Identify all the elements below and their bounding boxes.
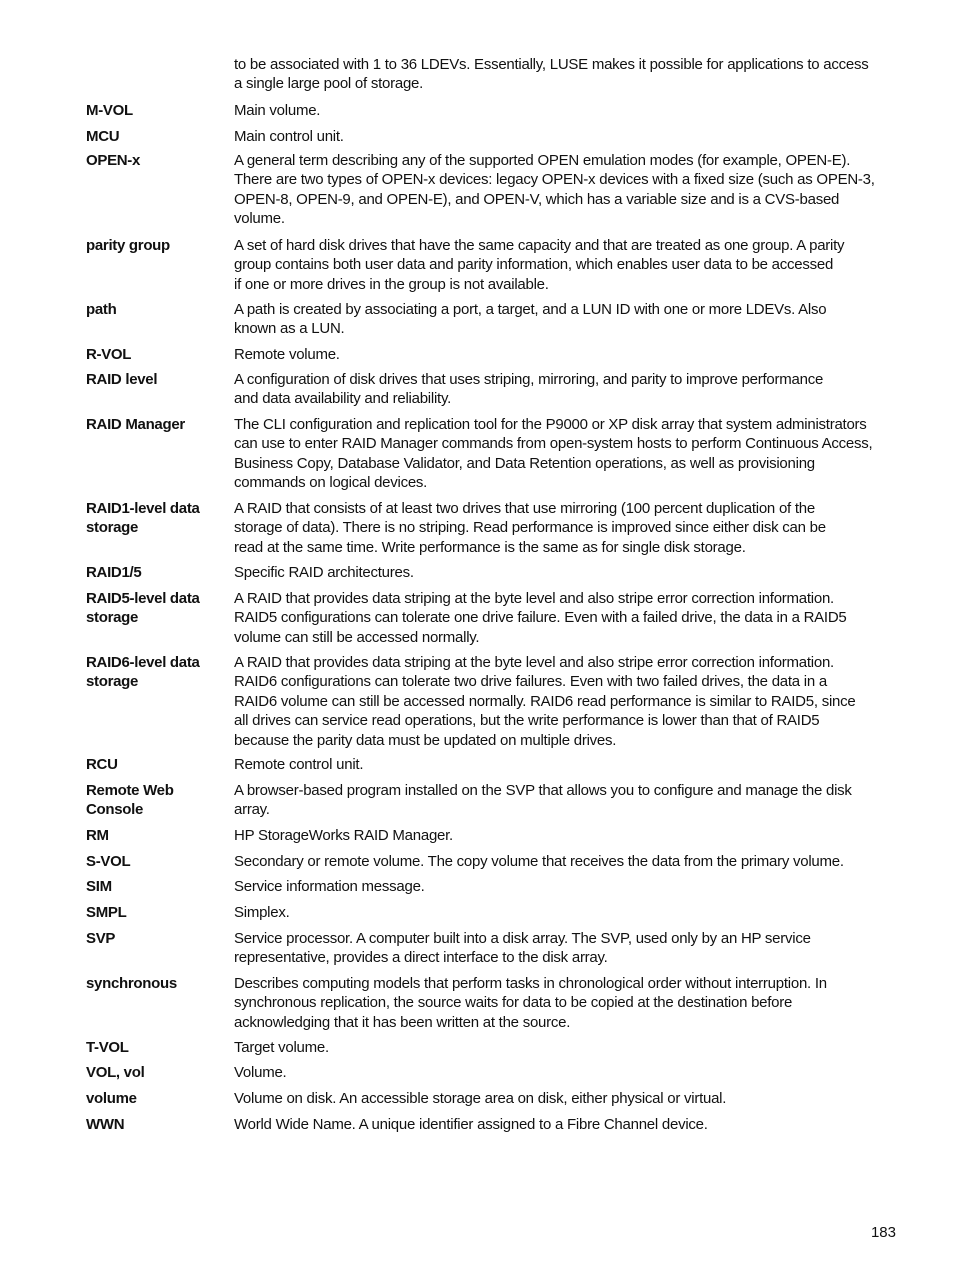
glossary-term: Remote Web Console (86, 782, 174, 819)
glossary-definition: HP StorageWorks RAID Manager. (234, 827, 453, 844)
glossary-term: volume (86, 1090, 137, 1107)
glossary-term: MCU (86, 128, 120, 145)
glossary-term: S-VOL (86, 853, 131, 870)
continuation-definition (234, 55, 898, 94)
glossary-definition: Main volume. (234, 102, 321, 119)
glossary-term: SMPL (86, 904, 127, 921)
glossary-term: SIM (86, 878, 112, 895)
glossary-definition: Simplex. (234, 904, 290, 921)
glossary-term: RAID6-level data storage (86, 654, 200, 691)
glossary-definition: A path is created by associating a port, a target, and a LUN ID with one or more LDEVs. Also known as a LUN. (234, 301, 827, 338)
page-number: 183 (870, 1224, 896, 1241)
glossary-term: RM (86, 827, 109, 844)
definition-line: a single large pool of storage. (234, 75, 424, 93)
glossary-term: WWN (86, 1116, 125, 1133)
glossary-term: R-VOL (86, 346, 132, 363)
glossary-definition: Service information message. (234, 878, 425, 895)
glossary-definition: Main control unit. (234, 128, 344, 145)
glossary-definition: Volume. (234, 1064, 287, 1081)
glossary-term: RAID Manager (86, 416, 185, 433)
glossary-definition: Specific RAID architectures. (234, 564, 414, 581)
glossary-definition: Volume on disk. An accessible storage area on disk, either physical or virtual. (234, 1090, 727, 1107)
glossary-definition: World Wide Name. A unique identifier assigned to a Fibre Channel device. (234, 1116, 708, 1133)
glossary-term: path (86, 301, 117, 318)
definition-line: to be associated with 1 to 36 LDEVs. Essentially, LUSE makes it possible for applications to access (234, 56, 869, 73)
glossary-definition: Service processor. A computer built into a disk array. The SVP, used only by an HP service representative, provides a direct interface to the disk array. (234, 930, 811, 967)
glossary-definition: A configuration of disk drives that uses striping, mirroring, and parity to improve performance and data availability and reliability. (234, 371, 824, 408)
glossary-definition: A RAID that provides data striping at the byte level and also stripe error correction information. RAID5 configurations can tolerate one drive failure. Even with a failed drive, the data in a RAID5 volume can still be accessed normally. (234, 590, 847, 646)
glossary-term: RCU (86, 756, 118, 773)
glossary-definition: Remote volume. (234, 346, 340, 363)
glossary-term: OPEN-x (86, 152, 141, 169)
glossary-definition: A browser-based program installed on the SVP that allows you to configure and manage the disk array. (234, 782, 852, 819)
glossary-definition: Remote control unit. (234, 756, 364, 773)
glossary-term: RAID level (86, 371, 158, 388)
glossary-definition: Describes computing models that perform tasks in chronological order without interruption. In synchronous replication, the source waits for data to be copied at the destination before acknowledging that it has been written at the source. (234, 975, 827, 1031)
glossary-term: RAID5-level data storage (86, 590, 200, 627)
glossary-term: RAID1-level data storage (86, 500, 200, 537)
glossary-term: T-VOL (86, 1039, 129, 1056)
glossary-term: synchronous (86, 975, 177, 992)
glossary-definition: A RAID that provides data striping at the byte level and also stripe error correction information. RAID6 configurations can tolerate two drive failures. Even with two failed drives, the data in a RAID6 volume can still be accessed normally. RAID6 read performance is similar to RAID5, since all drives can service read operations, but the write performance is lower than that of RAID5 because the parity data must be updated on multiple drives. (234, 654, 856, 749)
glossary-definition: Target volume. (234, 1039, 329, 1056)
glossary-term: M-VOL (86, 102, 133, 119)
glossary-term: parity group (86, 237, 170, 254)
glossary-definition: A general term describing any of the supported OPEN emulation modes (for example, OPEN-E). There are two types of OPEN-x devices: legacy OPEN-x devices with a fixed size (such as OPEN-3, OPEN-8, OPEN-9, and OPEN-E), and OPEN-V, which has a variable size and is a CVS-based volume. (234, 152, 875, 228)
glossary-definition: A RAID that consists of at least two drives that use mirroring (100 percent duplication of the storage of data). There is no striping. Read performance is improved since either disk can be read at the same time. Write performance is the same as for single disk storage. (234, 500, 826, 556)
glossary-definition: Secondary or remote volume. The copy volume that receives the data from the primary volume. (234, 853, 844, 870)
glossary-term: RAID1/5 (86, 564, 142, 581)
glossary-term: SVP (86, 930, 116, 947)
glossary-definition: The CLI configuration and replication tool for the P9000 or XP disk array that system administrators can use to enter RAID Manager commands from open-system hosts to perform Continuous Access, Business Copy, Database Validator, and Data Retention operations, as well as provisioning commands on logical devices. (234, 416, 873, 492)
glossary-definition: A set of hard disk drives that have the same capacity and that are treated as one group. A parity group contains both user data and parity information, which enables user data to be accessed if one or more drives in the group is not available. (234, 237, 845, 293)
glossary-term: VOL, vol (86, 1064, 145, 1081)
